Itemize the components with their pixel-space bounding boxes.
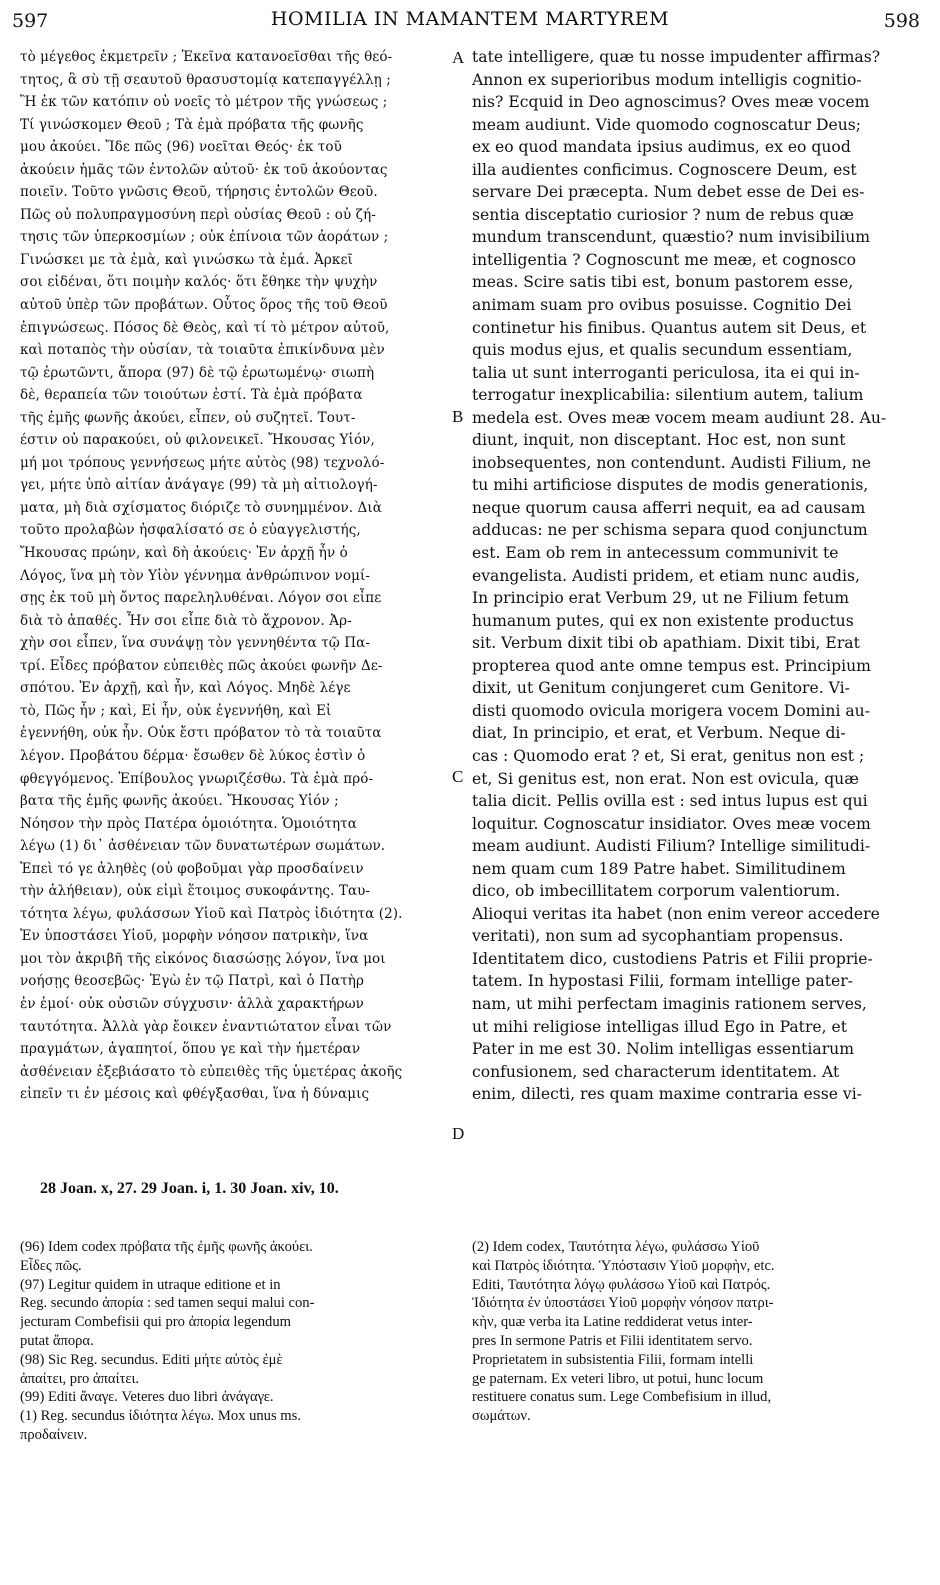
- footnote-line: καὶ Πατρὸς ἰδιότητα. Ὑπόστασιν Υἱοῦ μορφὴν, etc.: [472, 1257, 775, 1274]
- latin-text-line: humanum putes, qui ex non existente productus: [472, 611, 854, 630]
- latin-text-line: Alioqui veritas ita habet (non enim vereor accedere: [472, 904, 880, 923]
- greek-text-line: ποιεῖν. Τοῦτο γνῶσις Θεοῦ, τήρησις ἐντολῶν Θεοῦ.: [20, 184, 378, 201]
- greek-text-line: Πῶς οὐ πολυπραγμοσύνη περὶ οὐσίας Θεοῦ : οὐ ζή-: [20, 206, 376, 223]
- latin-text-line: nam, ut mihi perfectam imaginis rationem serves,: [472, 994, 867, 1013]
- greek-text-line: δὲ, θεραπεία τῶν τοιούτων ἐστί. Τὰ ἐμὰ πρόβατα: [20, 387, 363, 404]
- greek-text-line: τὴν ἀλήθειαν), οὐκ εἰμὶ ἕτοιμος συκοφάντης. Ταυ-: [20, 883, 371, 900]
- latin-text-line: nem quam cum 189 Patre habet. Similitudinem: [472, 859, 846, 878]
- latin-text-line: meam audiunt. Audisti Filium? Intellige similitudi-: [472, 837, 871, 856]
- greek-text-line: Ἐν ὑποστάσει Υἱοῦ, μορφὴν νόησον πατρικὴν, ἵνα: [20, 928, 369, 945]
- latin-text-line: medela est. Oves meæ vocem meam audiunt 28. Au-: [472, 408, 887, 427]
- footnote-line: (99) Editi ἄναγε. Veteres duo libri ἀνάγαγε.: [20, 1389, 274, 1406]
- greek-text-line: Λόγος, ἵνα μὴ τὸν Υἱὸν γέννημα ἀνθρώπινον νομί-: [20, 567, 371, 584]
- greek-text-line: τὸ, Πῶς ἦν ; καὶ, Εἰ ἦν, οὐκ ἐγεννήθη, καὶ Εἰ: [20, 702, 332, 719]
- latin-text-line: sentia disceptatio curiosior ? num de rebus quæ: [472, 205, 854, 224]
- latin-text-line: illa audientes conficimus. Cognoscere Deum, est: [472, 160, 857, 179]
- latin-text-line: est. Eam ob rem in antecessum communivit te: [472, 544, 839, 563]
- footnote-line: (97) Legitur quidem in utraque editione et in: [20, 1276, 281, 1293]
- footnote-line: κὴν, quæ verba ita Latine reddiderat vetus inter-: [472, 1314, 753, 1331]
- footnote-line: (1) Reg. secundus ἰδιότητα λέγω. Mox unus ms.: [20, 1408, 301, 1425]
- latin-text-line: neque quorum causa afferri nequit, ea ad causam: [472, 498, 866, 517]
- greek-text-line: ἀκούειν ἡμᾶς τῶν ἐντολῶν αὐτοῦ· ἐκ τοῦ ἀκούοντας: [20, 161, 388, 178]
- latin-text-line: et, Si genitus est, non erat. Non est ovicula, quæ: [472, 769, 859, 788]
- page-number-right: 598: [883, 10, 920, 32]
- latin-text-line: Annon ex superioribus modum intelligis cognitio-: [472, 70, 862, 89]
- greek-text-line: αὐτοῦ ὑπὲρ τῶν προβάτων. Οὗτος ὅρος τῆς τοῦ Θεοῦ: [20, 297, 388, 314]
- greek-text-line: ἐν ἐμοί· οὐκ οὐσιῶν σύγχυσιν· ἀλλὰ χαρακτήρων: [20, 995, 364, 1012]
- latin-text-line: talia ut sunt interroganti periculosa, ita ei qui in-: [472, 363, 860, 382]
- greek-text-line: τησις τῶν ὑπερκοσμίων ; οὐκ ἐπίνοια τῶν ἀοράτων ;: [20, 229, 389, 246]
- greek-text-line: ἐπιγνώσεως. Πόσος δὲ Θεὸς, καὶ τί τὸ μέτρον αὐτοῦ,: [20, 319, 390, 336]
- latin-column: [472, 46, 930, 1106]
- greek-text-line: έστιν οὐ παρακούει, οὐ φιλονεικεῖ. Ἤκουσας Υἱόν,: [20, 432, 375, 449]
- greek-text-line: τὸ μέγεθος ἐκμετρεῖν ; Ἐκεῖνα κατανοεῖσθαι τῆς θεό-: [20, 49, 393, 65]
- greek-text-line: εἰπεῖν τι ἐν μέσοις καὶ φθέγξασθαι, ἵνα ἡ δύναμις: [20, 1086, 370, 1103]
- greek-text-line: τητος, ἃ σὺ τῇ σεαυτοῦ θρασυστομίᾳ κατεπαγγέλλῃ ;: [20, 71, 391, 88]
- greek-text-line: σπότου. Ἐν ἀρχῇ, καὶ ἦν, καὶ Λόγος. Μηδὲ λέγε: [20, 680, 351, 697]
- greek-text-line: φθεγγόμενος. Ἐπίβουλος γνωριζέσθω. Τὰ ἐμὰ πρό-: [20, 770, 374, 787]
- greek-text-line: διὰ τὸ ἀπαθές. Ἦν σοι εἶπε διὰ τὸ ἄχρονον. Ἀρ-: [20, 612, 352, 629]
- greek-text-line: λέγω (1) δι᾽ ἀσθένειαν τῶν δυνατωτέρων σωμάτων.: [20, 838, 386, 855]
- latin-text-line: dico, ob imbecillitatem corporum valentiorum.: [472, 882, 841, 901]
- greek-text-line: τότητα λέγω, φυλάσσων Υἱοῦ καὶ Πατρὸς ἰδιότητα (2).: [20, 905, 403, 922]
- greek-text-line: τοῦτο προλαβὼν ἠσφαλίσατό σε ὁ εὐαγγελιστής,: [20, 522, 361, 539]
- page-number-left: 597: [12, 10, 49, 32]
- footnote-line: (98) Sic Reg. secundus. Editi μήτε αὐτὸς ἐμὲ: [20, 1351, 283, 1368]
- greek-text-line: καὶ ποταπὸς τὴν οὐσίαν, τὰ τοιαῦτα ἐπικίνδυνα μὲν: [20, 342, 385, 359]
- margin-letter-c: C: [452, 767, 464, 786]
- footnote-line: Ἰδιότητα ἐν ὑποστάσει Υἱοῦ μορφὴν νόησον πατρι-: [472, 1295, 774, 1312]
- footnote-line: pres In sermone Patris et Filii identitatem servo.: [472, 1332, 753, 1349]
- footnotes-right: [472, 1238, 930, 1426]
- footnote-line: (2) Idem codex, Ταυτότητα λέγω, φυλάσσω Υἱοῦ: [472, 1239, 760, 1255]
- latin-text-line: Pater in me est 30. Nolim intelligas essentiarum: [472, 1040, 854, 1059]
- latin-text-line: tatem. In hypostasi Filii, formam intellige pater-: [472, 972, 853, 991]
- latin-text-line: disti quomodo ovicula morigera vocem Domini au-: [472, 701, 870, 720]
- latin-text-line: mundum transcendunt, quæstio? num invisibilium: [472, 228, 871, 247]
- latin-text-line: meam audiunt. Vide quomodo cognoscatur Deus;: [472, 115, 862, 134]
- latin-text-line: meas. Scire satis tibi est, bonum pastorem esse,: [472, 273, 854, 292]
- running-head: HOMILIA IN MAMANTEM MARTYREM: [270, 8, 670, 30]
- greek-text-line: γει, μήτε ὑπὸ αἰτίαν ἀνάγαγε (99) τὰ μὴ αἰτιολογή-: [20, 477, 378, 494]
- footnote-line: προδαίνειν.: [20, 1426, 88, 1443]
- greek-text-line: Τί γινώσκομεν Θεοῦ ; Τὰ ἐμὰ πρόβατα τῆς φωνῆς: [20, 116, 364, 133]
- greek-text-line: τρί. Εἶδες πρόβατον εὐπειθὲς πῶς ἀκούει φωνῆν Δε-: [20, 657, 383, 674]
- latin-text-line: nis? Ecquid in Deo agnoscimus? Oves meæ vocem: [472, 93, 870, 112]
- greek-text-line: Ἢ ἐκ τῶν κατόπιν οὐ νοεῖς τὸ μέτρον τῆς γνώσεως ;: [20, 94, 388, 111]
- latin-text-line: diat, In principio, et erat, et Verbum. Neque di-: [472, 724, 846, 743]
- latin-text-line: confusionem, sed characterum identitatem. At: [472, 1062, 840, 1081]
- latin-text-line: inobsequentes, non contendunt. Audisti Filium, ne: [472, 453, 872, 472]
- latin-text-line: terrogatur inexplicabilia: silentium autem, talium: [472, 386, 864, 405]
- greek-text-line: ταυτότητα. Ἀλλὰ γὰρ ἔοικεν ἐναντιώτατον εἶναι τῶν: [20, 1018, 392, 1035]
- footnote-line: Reg. secundo ἀπορία : sed tamen sequi malui con-: [20, 1295, 315, 1312]
- latin-text-line: talia dicit. Pellis ovilla est : sed intus lupus est qui: [472, 792, 868, 811]
- footnote-line: (96) Idem codex πρόβατα τῆς ἐμῆς φωνῆς ἀκούει.: [20, 1239, 313, 1255]
- greek-text-line: πραγμάτων, ἀγαπητοί, ὅπου γε καὶ τὴν ἡμετέραν: [20, 1041, 361, 1058]
- latin-text-line: loquitur. Cognoscatur insidiator. Oves meæ vocem: [472, 814, 871, 833]
- footnote-line: jecturam Combefisii qui pro ἀπορία legendum: [20, 1314, 291, 1331]
- latin-text-line: evangelista. Audisti pridem, et etiam nunc audis,: [472, 566, 860, 585]
- margin-letter-a: A: [452, 48, 465, 67]
- greek-text-line: ματα, μὴ διὰ σχίσματος διόριζε τὸ συνημμένον. Διὰ: [20, 499, 382, 516]
- footnote-line: σωμάτων.: [472, 1408, 531, 1425]
- latin-text-line: adducas: ne per schisma separa quod conjunctum: [472, 521, 868, 540]
- latin-text-line: quis modus ejus, et qualis secundum essentiam,: [472, 341, 853, 360]
- greek-text-line: ἐγεννήθη, οὐκ ἦν. Οὐκ ἔστι πρόβατον τὸ τὰ τοιαῦτα: [20, 725, 382, 742]
- latin-text-line: tate intelligere, quæ tu nosse impudenter affirmas?: [472, 48, 881, 66]
- greek-text-line: σῃς ἐκ τοῦ μὴ ὄντος παρεληλυθέναι. Λόγον σοι εἶπε: [20, 590, 382, 607]
- latin-text-line: veritati), non sum ad sycophantiam propensus.: [472, 927, 844, 946]
- latin-text-line: dixit, ut Genitum conjungeret cum Genitore. Vi-: [472, 679, 850, 698]
- scripture-references: 28 Joan. x, 27. 29 Joan. i, 1. 30 Joan. xiv, 10.: [40, 1180, 339, 1197]
- footnote-line: Proprietatem in subsistentia Filii, formam intelli: [472, 1351, 754, 1368]
- footnote-line: restituere conatus sum. Lege Combefisium in illud,: [472, 1389, 772, 1406]
- latin-text-line: tu mihi artificiose disputes de modis generationis,: [472, 476, 869, 495]
- latin-text-line: intelligentia ? Cognoscunt me meæ, et cognosco: [472, 250, 857, 269]
- greek-text-line: μου ἀκούει. Ἴδε πῶς (96) νοεῖται Θεός· ἐκ τοῦ: [20, 139, 342, 156]
- greek-text-line: Γινώσκει με τὰ ἐμὰ, καὶ γινώσκω τὰ ἐμά. Ἀρκεῖ: [20, 251, 353, 268]
- greek-text-line: χὴν σοι εἶπεν, ἵνα συνάψῃ τὸν γεννηθέντα τῷ Πα-: [20, 635, 371, 652]
- margin-letter-b: B: [452, 407, 464, 426]
- footnote-line: putat ἄπορα.: [20, 1332, 94, 1349]
- greek-text-line: μή μοι τρόπους γεννήσεως μήτε αὐτὸς (98) τεχνολό-: [20, 454, 385, 471]
- margin-letter-d: D: [452, 1124, 465, 1143]
- latin-text-line: ex eo quod mandata ipsius audimus, ex eo quod: [472, 138, 851, 157]
- greek-text-line: σοι εἰδέναι, ὅτι ποιμὴν καλός· ὅτι ἔθηκε τὴν ψυχὴν: [20, 274, 378, 291]
- latin-text-line: ut mihi religiose intelligas illud Ego in Patre, et: [472, 1017, 848, 1036]
- latin-text-line: continetur his finibus. Quantus autem sit Deus, et: [472, 318, 867, 337]
- greek-text-line: Νόησον τὴν πρὸς Πατέρα ὁμοιότητα. Ὁμοιότητα: [20, 815, 357, 832]
- greek-text-line: μοι τὸν ἀκριβῆ τῆς εἰκόνος διασώσῃς λόγον, ἵνα μοι: [20, 950, 386, 967]
- greek-text-line: λέγον. Προβάτου δέρμα· ἔσωθεν δὲ λύκος ἐστὶν ὁ: [20, 747, 366, 764]
- greek-text-line: τῆς ἐμῆς φωνῆς ἀκούει, εἶπεν, οὐ συζητεῖ. Τουτ-: [20, 409, 356, 426]
- greek-text-line: βατα τῆς ἐμῆς φωνῆς ἀκούει. Ἤκουσας Υἱόν ;: [20, 793, 339, 810]
- greek-text-line: τῷ ἐρωτῶντι, ἄπορα (97) δὲ τῷ ἐρωτωμένῳ· σιωπὴ: [20, 364, 375, 381]
- greek-text-line: Ἐπεὶ τό γε ἀληθὲς (οὐ φοβοῦμαι γὰρ προσδαίνειν: [20, 860, 364, 877]
- latin-text-line: cas : Quomodo erat ? et, Si erat, genitus non est ;: [472, 746, 865, 765]
- greek-text-line: Ἤκουσας πρώην, καὶ δὴ ἀκούεις· Ἐν ἀρχῇ ἦν ὁ: [20, 545, 348, 562]
- latin-text-line: propterea quod ante omne tempus est. Principium: [472, 656, 871, 675]
- latin-text-line: In principio erat Verbum 29, ut ne Filium fetum: [472, 589, 850, 608]
- latin-text-line: diunt, inquit, non disceptant. Hoc est, non sunt: [472, 431, 846, 450]
- greek-text-line: ἀσθένειαν ἐξεβιάσατο τὸ εὐπειθὲς τῆς ὑμετέρας ἀκοῆς: [20, 1063, 403, 1080]
- greek-column: [20, 46, 452, 1106]
- greek-text-line: νοήσῃς θεοσεβῶς· Ἐγὼ ἐν τῷ Πατρὶ, καὶ ὁ Πατὴρ: [20, 973, 364, 990]
- footnotes-left: [20, 1238, 460, 1445]
- footnote-line: ἀπαίτει, pro ἀπαίτει.: [20, 1370, 140, 1387]
- footnote-line: ge paternam. Ex veteri libro, ut potui, hunc locum: [472, 1370, 764, 1387]
- latin-text-line: Identitatem dico, custodiens Patris et Filii proprie-: [472, 949, 873, 968]
- latin-text-line: servare Dei præcepta. Num debet esse de Dei es-: [472, 183, 865, 202]
- latin-text-line: sit. Verbum dixit tibi ob apathiam. Dixit tibi, Erat: [472, 634, 860, 653]
- footnote-line: Εἶδες πῶς.: [20, 1257, 82, 1274]
- latin-text-line: animam suam pro ovibus posuisse. Cognitio Dei: [472, 296, 852, 315]
- latin-text-line: enim, dilecti, res quam maxime contraria esse vi-: [472, 1085, 862, 1104]
- footnote-line: Editi, Ταυτότητα λόγῳ φυλάσσω Υἱοῦ καὶ Πατρός.: [472, 1276, 771, 1293]
